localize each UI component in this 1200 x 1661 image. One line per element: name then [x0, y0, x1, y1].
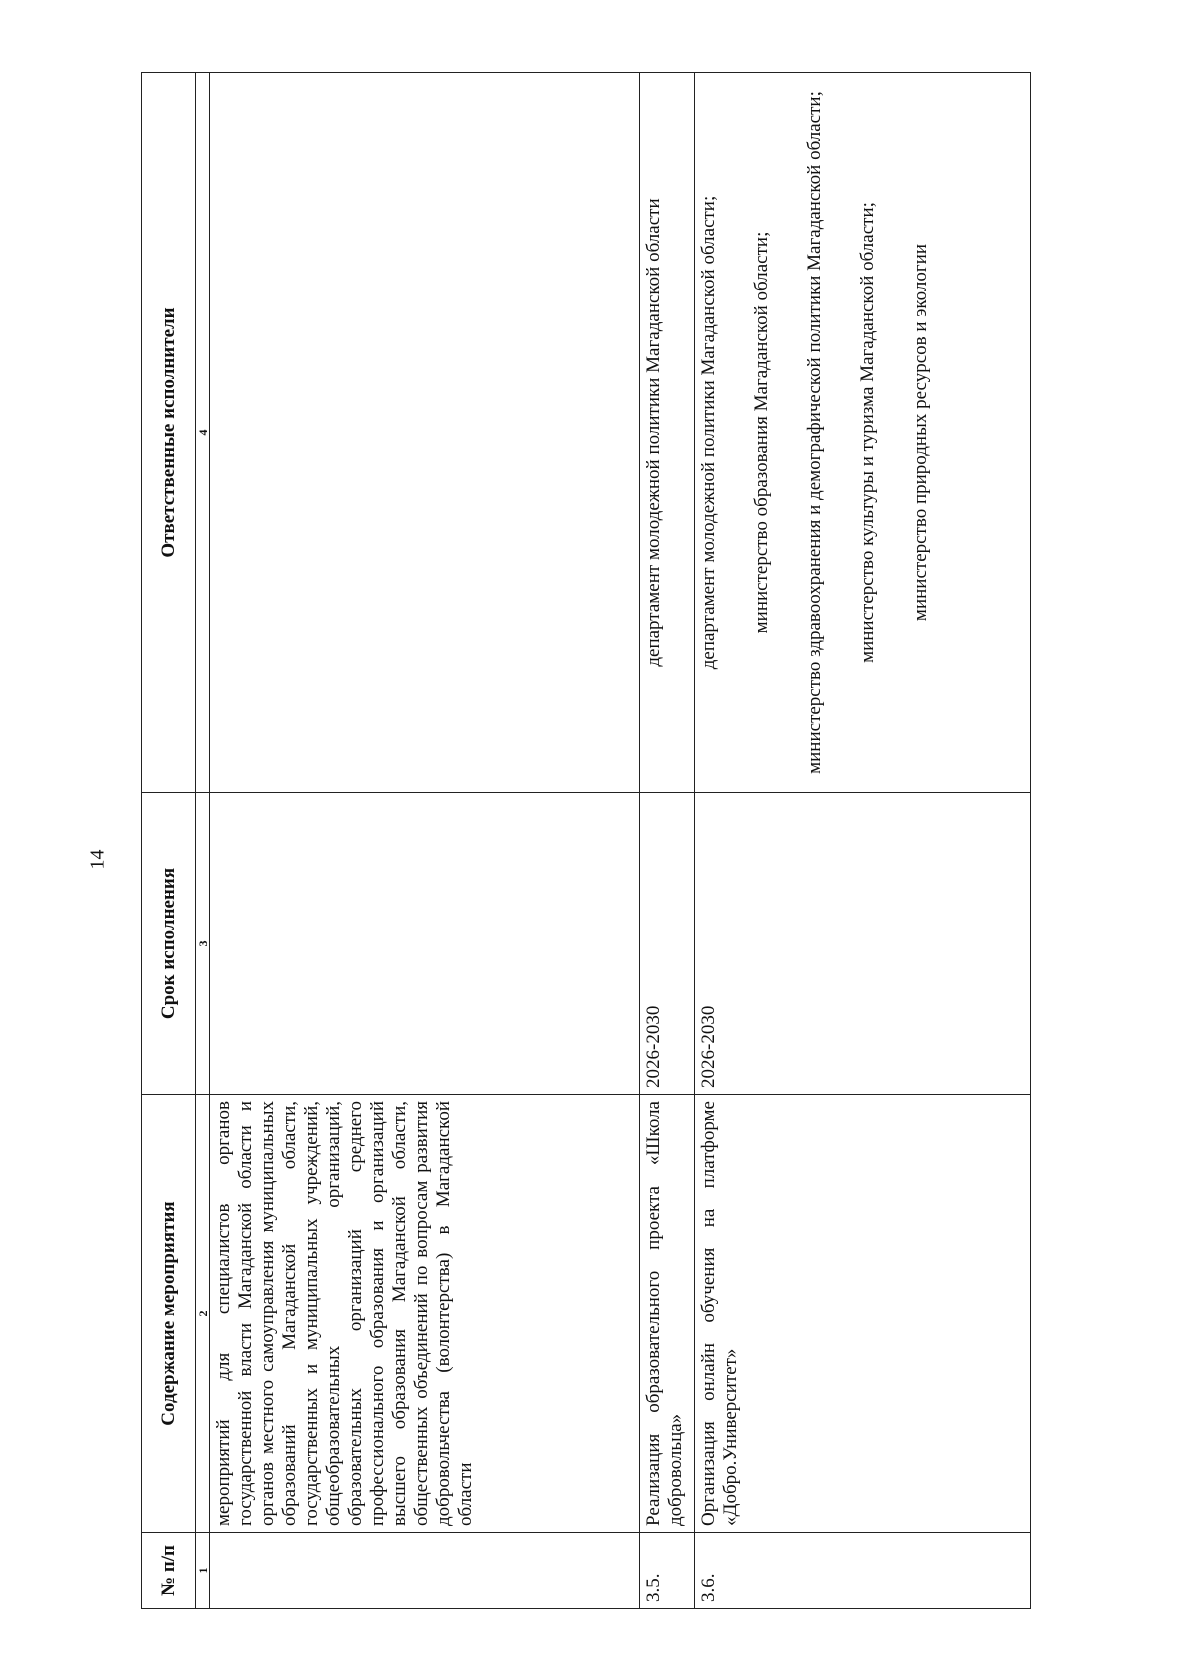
row-content: Реализация образовательного проекта «Школа добровольца» [640, 1095, 695, 1533]
row-deadline: 2026-2030 [695, 793, 1031, 1095]
row-num: 3.6. [695, 1533, 1031, 1609]
column-number-row [196, 73, 210, 1609]
row-executors [695, 73, 1031, 793]
executor-item: министерство образования Магаданской области; [751, 231, 772, 634]
header-deadline: Срок исполнения [142, 793, 196, 1095]
table-row [695, 73, 1031, 1609]
rotated-table-container [141, 73, 1030, 1609]
row-content: мероприятий для специалистов органов государственной власти Магаданской области и органов местного самоуправления муниципальных образований Магаданской области, государственных и муниципальных учреждений, общеобразовательных организаций, образовательных организаций среднего профессионального образования и организаций высшего образования Магаданской области, общественных объединений по вопросам развития добровольчества (волонтерства) в Магаданской области [210, 1095, 640, 1533]
row-num [210, 1533, 640, 1609]
table-row [210, 73, 640, 1609]
column-number: 1 [196, 1533, 210, 1609]
page-number: 14 [86, 849, 109, 870]
table-header-row [142, 73, 196, 1609]
executor-item: департамент молодежной политики Магаданской области [643, 198, 664, 667]
measures-table [141, 72, 1031, 1609]
executor-item: министерство природных ресурсов и экологии [910, 243, 931, 622]
executor-item: министерство здравоохранения и демографической политики Магаданской области; [804, 91, 825, 774]
header-num: № п/п [142, 1533, 196, 1609]
header-content: Содержание мероприятия [142, 1095, 196, 1533]
column-number: 2 [196, 1095, 210, 1533]
column-number: 4 [196, 73, 210, 793]
table-row [640, 73, 695, 1609]
column-number: 3 [196, 793, 210, 1095]
row-executors [640, 73, 695, 793]
row-executors [210, 73, 640, 793]
row-content: Организация онлайн обучения на платформе «Добро.Университет» [695, 1095, 1031, 1533]
row-deadline [210, 793, 640, 1095]
row-num: 3.5. [640, 1533, 695, 1609]
header-executors: Ответственные исполнители [142, 73, 196, 793]
executor-item: департамент молодежной политики Магаданской области; [698, 195, 719, 670]
row-deadline: 2026-2030 [640, 793, 695, 1095]
executor-item: министерство культуры и туризма Магаданской области; [857, 202, 878, 663]
